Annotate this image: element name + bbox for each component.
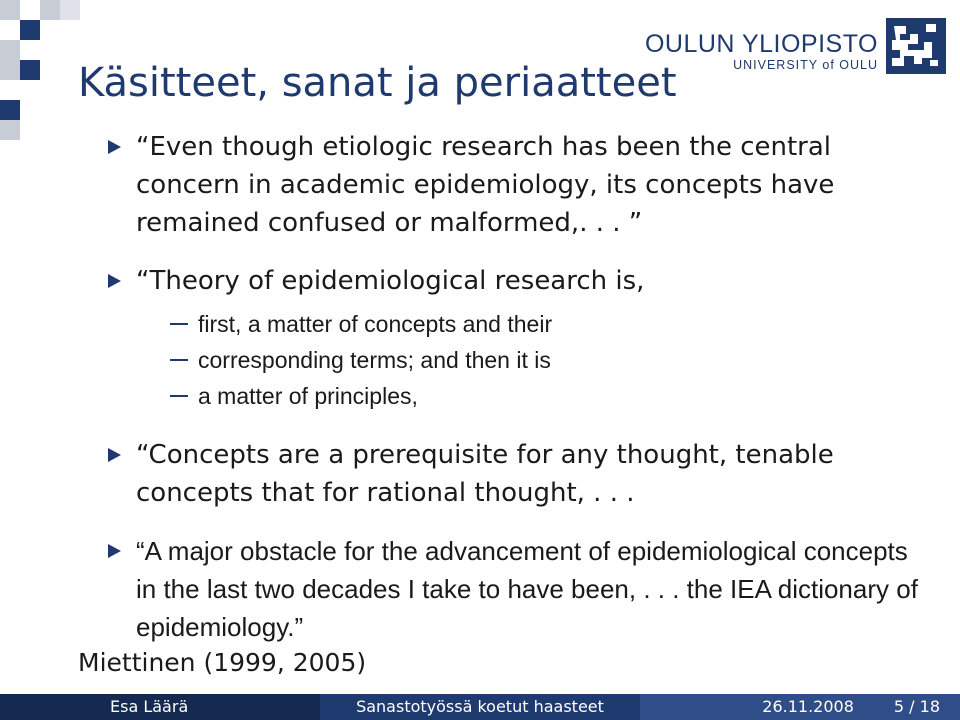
triangle-bullet-icon bbox=[108, 274, 121, 288]
university-logo-text bbox=[645, 30, 878, 72]
sub-item bbox=[108, 342, 928, 378]
slide-title: Käsitteet, sanat ja periaatteet bbox=[78, 60, 677, 106]
sub-item-text: corresponding terms; and then it is bbox=[198, 347, 551, 373]
sub-list bbox=[108, 306, 928, 414]
dash-bullet-icon bbox=[170, 395, 188, 397]
footer-author: Esa Läärä bbox=[0, 694, 320, 720]
triangle-bullet-icon bbox=[108, 140, 121, 154]
dash-bullet-icon bbox=[170, 323, 188, 325]
page-number: 5 / 18 bbox=[893, 697, 940, 716]
citation: Miettinen (1999, 2005) bbox=[78, 648, 367, 677]
footer-right bbox=[640, 694, 960, 720]
triangle-bullet-icon bbox=[108, 448, 121, 462]
bullet-item bbox=[108, 436, 928, 512]
footer-bar bbox=[0, 694, 960, 720]
sub-item bbox=[108, 306, 928, 342]
logo-line2: UNIVERSITY of OULU bbox=[733, 58, 878, 72]
bullet-item bbox=[108, 128, 928, 242]
bullet-text: “Even though etiologic research has been the central concern in academic epidemiology, its concepts have remained confused or malformed,. . . ” bbox=[136, 132, 835, 238]
corner-decoration bbox=[0, 0, 80, 140]
dash-bullet-icon bbox=[170, 359, 188, 361]
bullet-text: “A major obstacle for the advancement of epidemiological concepts in the last two decades I take to have been, . . . the IEA dictionary of epidemiology.” bbox=[136, 536, 918, 642]
sub-item bbox=[108, 378, 928, 414]
logo-line1: OULUN YLIOPISTO bbox=[644, 30, 878, 58]
slide-content bbox=[108, 128, 928, 666]
bullet-text: “Theory of epidemiological research is, bbox=[136, 266, 645, 296]
sub-item-text: first, a matter of concepts and their bbox=[198, 311, 553, 337]
bullet-item bbox=[108, 532, 928, 646]
triangle-bullet-icon bbox=[108, 544, 121, 558]
bullet-item bbox=[108, 262, 928, 300]
university-emblem-icon bbox=[886, 18, 946, 74]
footer-date: 26.11.2008 bbox=[762, 697, 854, 716]
bullet-text: “Concepts are a prerequisite for any thought, tenable concepts that for rational thought, . . . bbox=[136, 440, 834, 508]
sub-item-text: a matter of principles, bbox=[198, 383, 418, 409]
footer-talk-title: Sanastotyössä koetut haasteet bbox=[320, 694, 640, 720]
